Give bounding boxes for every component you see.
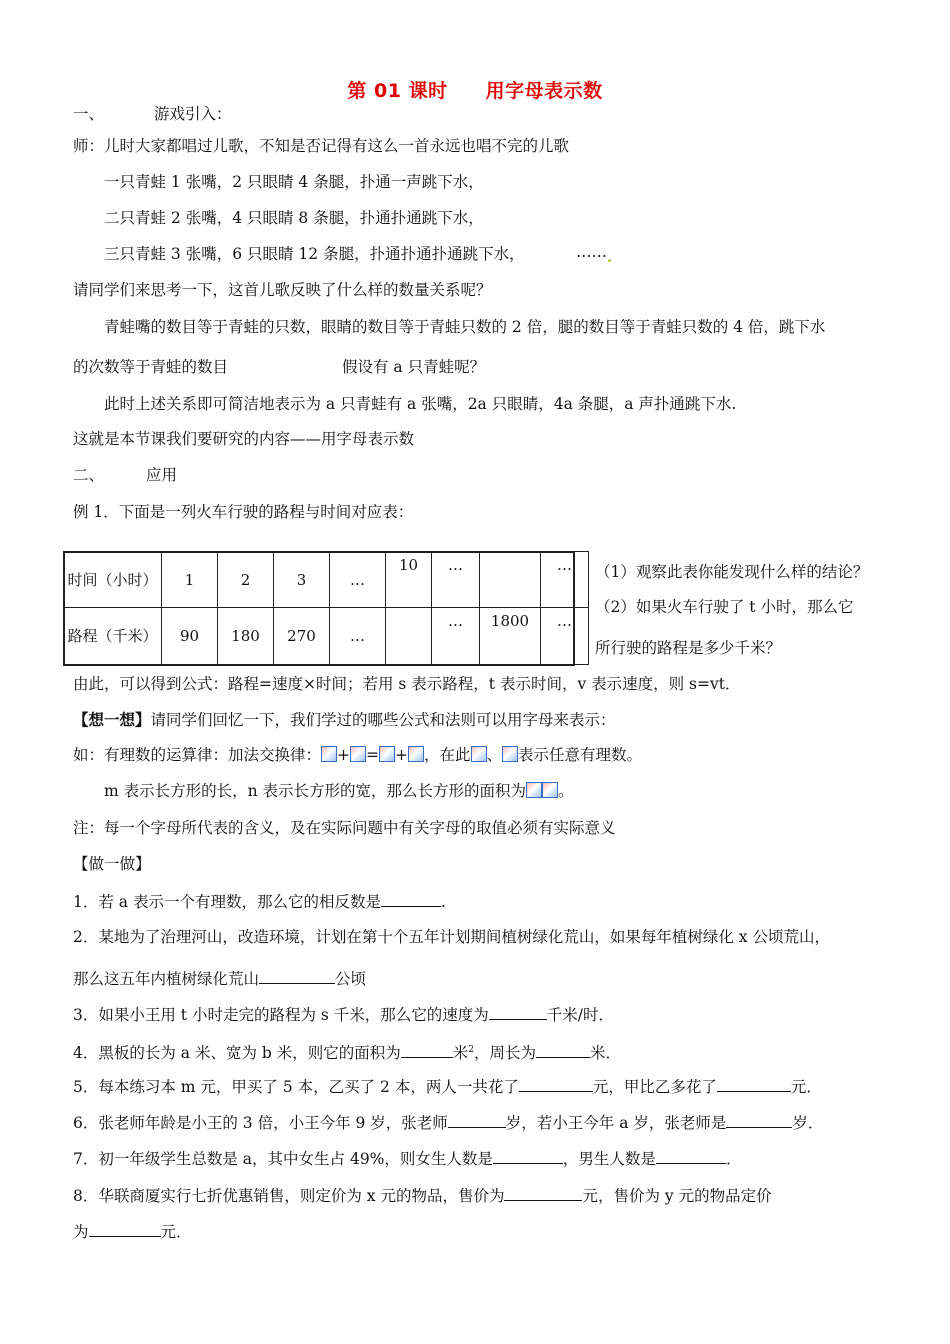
table-cell: 3 [274,552,330,608]
letter-placeholder-icon [471,746,487,762]
example-1: 例 1．下面是一列火车行驶的路程与时间对应表： [73,503,414,521]
section-2-heading: 二、 应用 [73,466,178,484]
table-question-2b: 所行驶的路程是多少千米？ [595,639,782,657]
answer-blank[interactable] [259,968,335,984]
table-row1-head: 时间（小时） [64,552,162,608]
exercise-2a: 2．某地为了治理河山，改造环境，计划在第十个五年计划期间植树绿化荒山，如果每年植树绿化 x 公顷荒山， [73,928,830,946]
answer-blank[interactable] [489,1004,547,1020]
table-cell: … [330,552,386,608]
answer-blank[interactable] [89,1221,161,1237]
answer-blank[interactable] [381,891,441,907]
table-cell: 270 [274,608,330,665]
table-cell: 1800 [480,608,541,665]
letter-placeholder-icon [350,746,366,762]
table-cell [480,552,541,608]
lesson-topic: 用字母表示数 [485,80,603,102]
note: 注：每一个字母所代表的含义，及在实际问题中有关字母的取值必须有实际意义 [73,819,616,837]
exercise-2b: 那么这五年内植树绿化荒山 公顷 [73,970,367,988]
song-line-1: 一只青蛙 1 张嘴，2 只眼睛 4 条腿，扑通一声跳下水， [104,173,484,191]
table-cell: 2 [218,552,274,608]
exercise-1: 1．若 a 表示一个有理数，那么它的相反数是 . [73,893,446,911]
answer-blank[interactable] [717,1076,791,1092]
answer-blank[interactable] [493,1148,563,1164]
relation-line-1: 青蛙嘴的数目等于青蛙的只数，眼睛的数目等于青蛙只数的 2 倍，腿的数目等于青蛙只数的 4 倍，跳下水 [104,318,826,336]
table-cell: … [330,608,386,665]
letter-placeholder-icon [379,746,395,762]
table-cell: … [432,552,480,608]
answer-blank[interactable] [519,1076,593,1092]
section-1-heading: 一、 游戏引入： [73,105,232,123]
song-line-3: 三只青蛙 3 张嘴，6 只眼睛 12 条腿，扑通扑通扑通跳下水， [104,245,525,263]
table-cell: … [541,552,589,608]
table-row [64,552,589,608]
exercise-4: 4．黑板的长为 a 米、宽为 b 米，则它的面积为 米$^2$，周长为 米． [73,1044,622,1063]
rectangle-area-line: m 表示长方形的长，n 表示长方形的宽，那么长方形的面积为 。 [104,782,574,800]
answer-blank[interactable] [504,1185,582,1201]
table-cell: 180 [218,608,274,665]
table-question-2a: （2）如果火车行驶了 t 小时，那么它 [595,598,854,616]
table-cell: 1 [162,552,218,608]
relation-line-2a: 的次数等于青蛙的数目 [73,358,229,376]
table-row2-head: 路程（千米） [64,608,162,665]
exercise-3: 3．如果小王用 t 小时走完的路程为 s 千米，那么它的速度为 千米/时． [73,1006,614,1024]
topic-line: 这就是本节课我们要研究的内容——用字母表示数 [73,430,415,448]
table-question-1: （1）观察此表你能发现什么样的结论？ [595,563,869,581]
answer-blank[interactable] [401,1042,453,1058]
letter-placeholder-icon [408,746,424,762]
song-ellipsis: …… [576,242,612,262]
exercise-8a: 8．华联商厦实行七折优惠销售，则定价为 x 元的物品，售价为 元，售价为 y 元的物品定价 [73,1187,772,1205]
question: 请同学们来思考一下，这首儿歌反映了什么样的数量关系呢？ [73,281,492,299]
page-title [0,76,950,103]
train-table [63,551,589,665]
answer-blank[interactable] [536,1042,590,1058]
answer-blank[interactable] [656,1148,726,1164]
answer-blank[interactable] [448,1112,506,1128]
letter-placeholder-icon [526,782,542,798]
exercise-7: 7．初一年级学生总数是 a，其中女生占 49%，则女生人数是 ，男生人数是 ． [73,1150,742,1168]
commutative-law-line: 如：有理数的运算律：加法交换律： + = + ，在此 、 表示任意有理数。 [73,746,643,764]
exercise-6: 6．张老师年龄是小王的 3 倍，小王今年 9 岁，张老师 岁，若小王今年 a 岁，张老师是 岁． [73,1114,824,1132]
think-line: 【想一想】请同学们回忆一下，我们学过的哪些公式和法则可以用字母来表示： [73,710,616,729]
answer-blank[interactable] [726,1112,792,1128]
song-line-2: 二只青蛙 2 张嘴，4 只眼睛 8 条腿，扑通扑通跳下水， [104,209,484,227]
letter-placeholder-icon [502,746,518,762]
do-heading: 【做一做】 [73,855,151,873]
lesson-number: 第 01 课时 [347,80,448,102]
letter-placeholder-icon [542,782,558,798]
exercise-8b: 为 元． [73,1223,192,1241]
teacher-intro: 师：儿时大家都唱过儿歌，不知是否记得有这么一首永远也唱不完的儿歌 [73,137,570,155]
table-row [64,608,589,665]
table-cell [386,608,432,665]
letter-placeholder-icon [321,746,337,762]
relation-line-2b: 假设有 a 只青蛙呢？ [342,358,486,376]
table-cell: 10 [386,552,432,608]
table-cell: … [541,608,589,665]
formula: 由此，可以得到公式：路程=速度×时间；若用 s 表示路程，t 表示时间，v 表示速度，则 s=vt． [73,675,741,693]
exercise-5: 5．每本练习本 m 元，甲买了 5 本，乙买了 2 本，两人一共花了 元，甲比乙多花了 元． [73,1078,822,1096]
table-cell: … [432,608,480,665]
concise-expression: 此时上述关系即可简洁地表示为 a 只青蛙有 a 张嘴，2a 只眼睛，4a 条腿，a 声扑通跳下水. [104,395,737,413]
table-cell: 90 [162,608,218,665]
